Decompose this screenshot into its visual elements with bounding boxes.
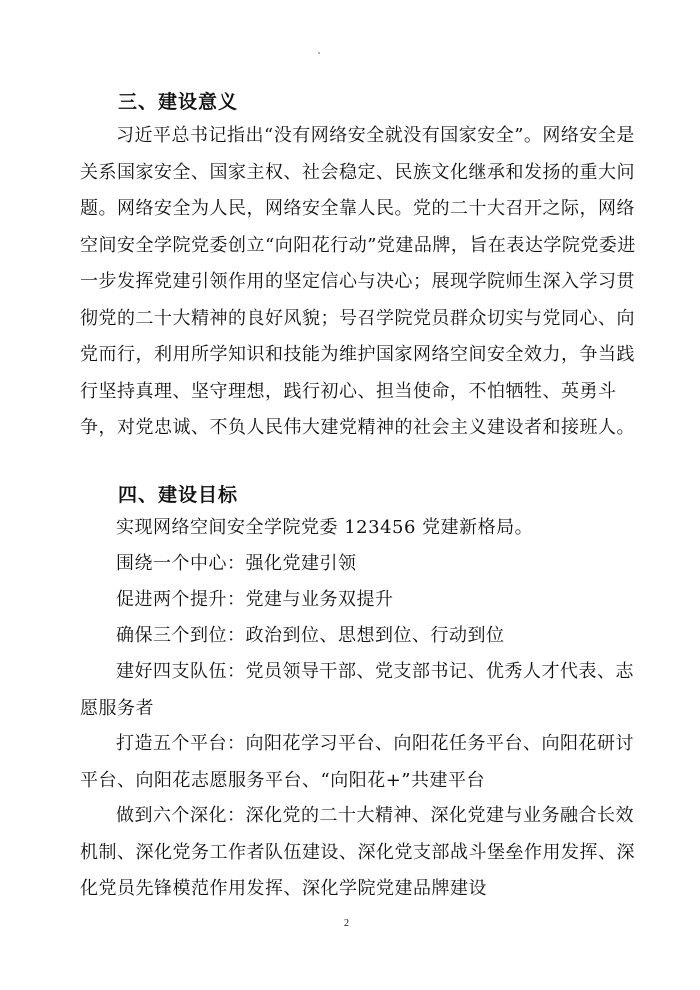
goal-five-platforms: 打造五个平台：向阳花学习平台、向阳花任务平台、向阳花研讨平台、向阳花志愿服务平台、“向阳花+”共建平台 (80, 733, 634, 791)
goal-three-in-place: 确保三个到位：政治到位、思想到位、行动到位 (116, 625, 505, 646)
section-3-heading: 三、建设意义 (118, 91, 239, 113)
section-3-paragraph: 习近平总书记指出“没有网络安全就没有国家安全”。网络安全是关系国家安全、国家主权、社会稳定、民族文化继承和发扬的重大问题。网络安全为人民，网络安全靠人民。党的二十大召开之际，网络空间安全学院党委创立“向阳花行动”党建品牌，旨在表达学院党委进一步发挥党建引领作用的坚定信心与决心；展现学院师生深入学习贯彻党的二十大精神的良好风貌；号召学院党员群众切实与党同心、向党而行，利用所学知识和技能为维护国家网络空间安全效力，争当践行坚持真理、坚守理想，践行初心、担当使命，不怕牺牲、英勇斗争，对党忠诚、不负人民伟大建党精神的社会主义建设者和接班人。 (80, 125, 636, 438)
goal-one-center: 围绕一个中心：强化党建引领 (116, 553, 357, 574)
page-number: 2 (344, 918, 349, 929)
goal-two-improvements: 促进两个提升：党建与业务双提升 (116, 589, 394, 610)
goal-overview: 实现网络空间安全学院党委 123456 党建新格局。 (116, 517, 534, 538)
scan-speck (318, 52, 320, 54)
goal-six-deepenings: 做到六个深化：深化党的二十大精神、深化党建与业务融合长效机制、深化党务工作者队伍建设、深化党支部战斗堡垒作用发挥、深化党员先锋模范作用发挥、深化学院党建品牌建设 (80, 805, 635, 899)
section-4-heading: 四、建设目标 (118, 484, 239, 506)
goal-four-teams: 建好四支队伍：党员领导干部、党支部书记、优秀人才代表、志愿服务者 (80, 661, 634, 719)
